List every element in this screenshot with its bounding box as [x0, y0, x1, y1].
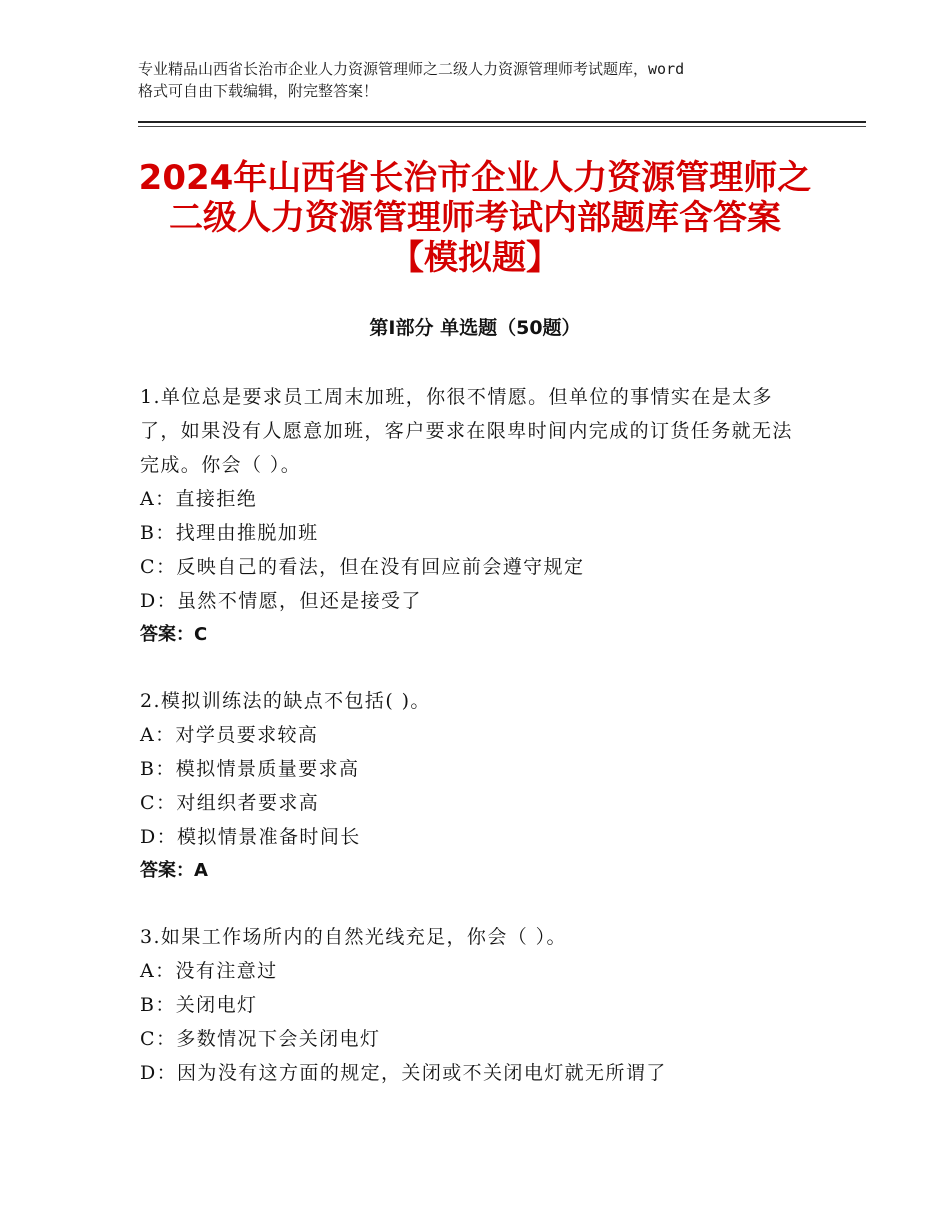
answer: 答案：C — [140, 624, 208, 645]
answer: 答案：A — [140, 860, 208, 881]
header-note-line-2: 格式可自由下载编辑，附完整答案！ — [138, 82, 379, 100]
header-divider-thick — [138, 121, 866, 123]
option-c: C：反映自己的看法，但在没有回应前会遵守规定 — [140, 556, 585, 578]
option-d: D：虽然不情愿，但还是接受了 — [140, 590, 422, 612]
header-divider-thin — [138, 126, 866, 127]
header-note — [138, 58, 828, 102]
option-c: C：对组织者要求高 — [140, 792, 320, 814]
option-b: B：模拟情景质量要求高 — [140, 758, 360, 780]
option-c: C：多数情况下会关闭电灯 — [140, 1028, 381, 1050]
question-stem: 2.模拟训练法的缺点不包括( )。 — [140, 690, 431, 712]
header-note-line-1: 专业精品山西省长治市企业人力资源管理师之二级人力资源管理师考试题库，word — [138, 60, 685, 78]
option-d: D：模拟情景准备时间长 — [140, 826, 361, 848]
option-d: D：因为没有这方面的规定，关闭或不关闭电灯就无所谓了 — [140, 1062, 667, 1084]
section-title: 第Ⅰ部分 单选题（50题） — [369, 317, 581, 339]
option-b: B：关闭电灯 — [140, 994, 258, 1016]
option-a: A：直接拒绝 — [140, 488, 258, 510]
question-list — [140, 380, 810, 1122]
question-stem: 1.单位总是要求员工周末加班，你很不情愿。但单位的事情实在是太多了，如果没有人愿意加班，客户要求在限卑时间内完成的订货任务就无法完成。你会（ ）。 — [140, 386, 793, 476]
title-line-2: 二级人力资源管理师考试内部题库含答案 — [169, 198, 781, 238]
title-line-1: 2024年山西省长治市企业人力资源管理师之 — [138, 158, 812, 198]
option-a: A：没有注意过 — [140, 960, 278, 982]
option-a: A：对学员要求较高 — [140, 724, 319, 746]
question-3 — [140, 920, 810, 1090]
question-stem: 3.如果工作场所内的自然光线充足，你会（ ）。 — [140, 926, 567, 948]
document-title — [95, 158, 855, 278]
question-1 — [140, 380, 810, 652]
option-b: B：找理由推脱加班 — [140, 522, 319, 544]
question-2 — [140, 684, 810, 888]
title-line-3: 【模拟题】 — [390, 238, 560, 278]
